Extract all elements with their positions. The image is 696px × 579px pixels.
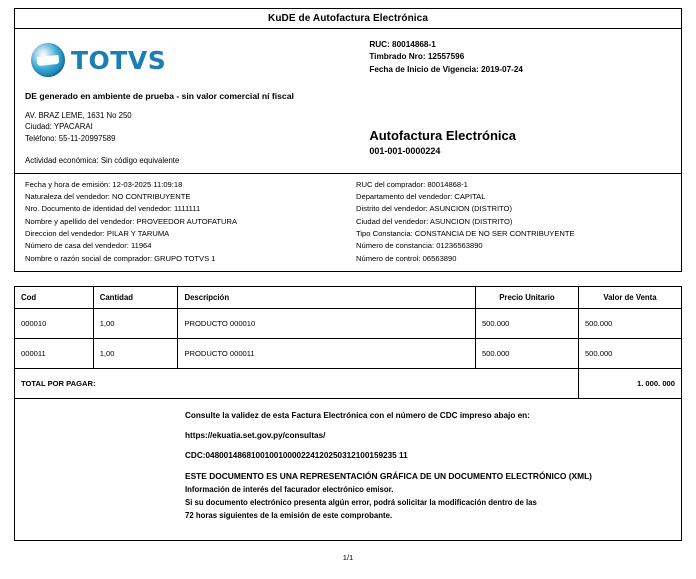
logo [31, 43, 353, 77]
column-header-precio-unitario: Precio Unitario [475, 286, 578, 308]
issuer-economic-activity: Actividad económica: Sin código equivalente [25, 155, 180, 165]
logo-label: TOTVS [71, 45, 167, 75]
detail-line: Departamento del vendedor: CAPITAL [356, 192, 486, 202]
detail-line: Direccion del vendedor: PILAR Y TARUMA [25, 229, 170, 239]
cell-cod: 000010 [15, 308, 94, 338]
cell-precio-unitario: 500.000 [475, 308, 578, 338]
page-number: 1/1 [342, 552, 354, 562]
total-value: 1. 000. 000 [578, 368, 681, 398]
detail-line: RUC del comprador: 80014868-1 [356, 179, 468, 189]
details-left-column [15, 179, 348, 265]
detail-line: Fecha y hora de emisión: 12-03-2025 11:09:18 [25, 179, 183, 189]
items-table [14, 286, 682, 399]
issuer-timbrado: Timbrado Nro: 12557596 [369, 52, 465, 62]
issuer-city: Ciudad: YPACARAI [25, 122, 93, 132]
cell-cantidad: 1,00 [93, 338, 178, 368]
detail-line: Naturaleza del vendedor: NO CONTRIBUYENTE [25, 192, 191, 202]
cell-cantidad: 1,00 [93, 308, 178, 338]
test-environment-note: DE generado en ambiente de prueba - sin valor comercial ní fiscal [25, 91, 294, 101]
detail-line: Número de control: 06563890 [356, 253, 457, 263]
detail-line: Nro. Documento de identidad del vendedor: 1111111 [25, 204, 201, 214]
footer-url[interactable]: https://ekuatia.set.gov.py/consultas/ [185, 430, 326, 440]
cell-cod: 000011 [15, 338, 94, 368]
header-top [15, 29, 681, 174]
total-row [15, 368, 682, 398]
total-label: TOTAL POR PAGAR: [15, 368, 579, 398]
invoice-number: 001-001-0000224 [369, 145, 441, 156]
footer-validity-text: Consulte la validez de esta Factura Electrónica con el número de CDC impreso abajo en: [185, 410, 530, 420]
details-right-column [348, 179, 681, 265]
header-details [15, 174, 681, 271]
table-row [15, 308, 682, 338]
footer-box [14, 399, 682, 541]
detail-line: Nombre o razón social de comprador: GRUPO TOTVS 1 [25, 253, 216, 263]
cell-descripcion: PRODUCTO 000010 [178, 308, 476, 338]
footer-note: 72 horas siguientes de la emisión de este comprobante. [185, 510, 393, 520]
footer-note: Si su documento electrónico presenta algún error, podrá solicitar la modificación dentro de las [185, 497, 537, 507]
column-header-cod: Cod [15, 286, 94, 308]
cell-valor-venta: 500.000 [578, 338, 681, 368]
cell-valor-venta: 500.000 [578, 308, 681, 338]
footer-cdc: CDC:048001486810010010000224120250312100159235 11 [185, 450, 408, 460]
document-title-bar: KuDE de Autofactura Electrónica [14, 8, 682, 29]
footer-note: Información de interés del facurador electrónico emisor. [185, 484, 394, 494]
issuer-phone: Teléfono: 55-11-20997589 [25, 133, 116, 143]
cell-precio-unitario: 500.000 [475, 338, 578, 368]
column-header-cantidad: Cantidad [93, 286, 178, 308]
issuer-address: AV. BRAZ LEME, 1631 No 250 [25, 111, 132, 120]
totvs-logo-icon [31, 43, 65, 77]
footer-representation [185, 471, 671, 520]
column-header-valor-venta: Valor de Venta [578, 286, 681, 308]
detail-line: Tipo Constancia: CONSTANCIA DE NO SER CONTRIBUYENTE [356, 229, 575, 239]
table-header-row [15, 286, 682, 308]
invoice-type: Autofactura Electrónica [369, 127, 516, 143]
fiscal-block [361, 29, 681, 173]
footer-content [185, 411, 671, 520]
footer-representation-title: ESTE DOCUMENTO ES UNA REPRESENTACIÓN GRÁFICA DE UN DOCUMENTO ELECTRÓNICO (XML) [185, 470, 592, 481]
issuer-ruc: RUC: 80014868-1 [369, 40, 436, 49]
detail-line: Ciudad del vendedor: ASUNCION (DISTRITO) [356, 216, 513, 226]
detail-line: Distrito del vendedor: ASUNCION (DISTRITO) [356, 204, 512, 214]
table-row [15, 338, 682, 368]
header-box [14, 29, 682, 272]
detail-line: Número de casa del vendedor: 11964 [25, 241, 152, 251]
detail-line: Nombre y apellido del vendedor: PROVEEDOR AUTOFATURA [25, 216, 238, 226]
issuer-block [15, 29, 361, 173]
detail-line: Número de constancia: 01236563890 [356, 241, 483, 251]
cell-descripcion: PRODUCTO 000011 [178, 338, 476, 368]
issuer-validity-start: Fecha de Inicio de Vigencia: 2019-07-24 [369, 64, 523, 74]
column-header-descripcion: Descripción [178, 286, 476, 308]
